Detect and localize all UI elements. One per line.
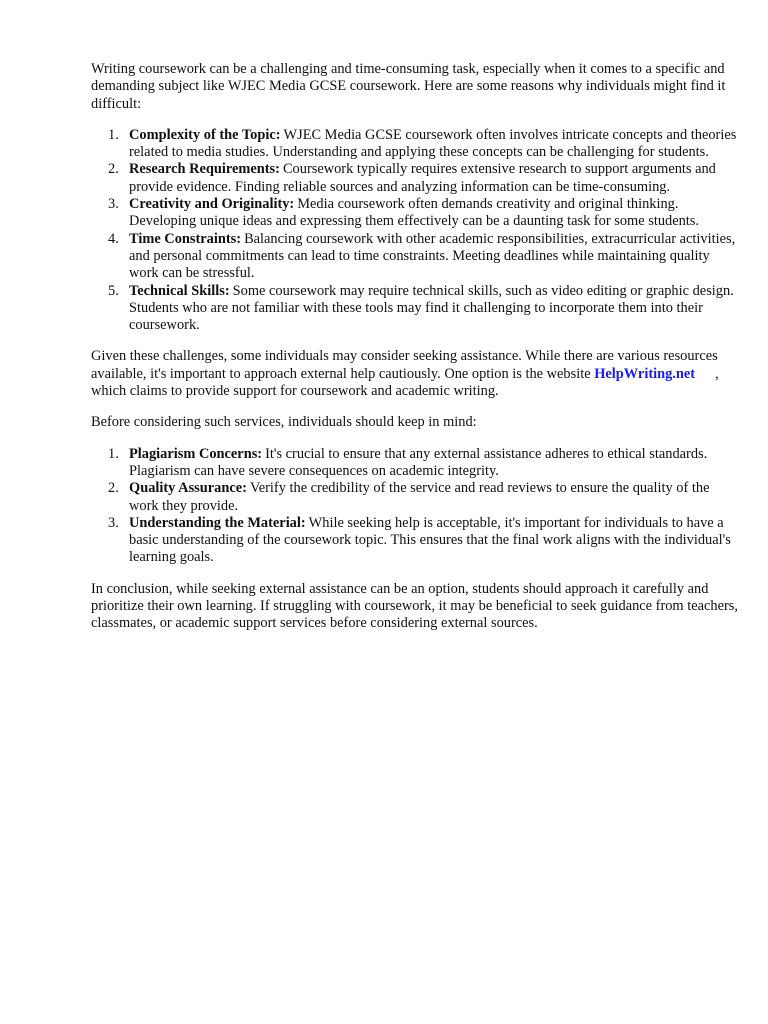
list-term: Creativity and Originality: <box>129 196 295 213</box>
list-item <box>91 161 741 196</box>
list-number: 4. <box>108 230 119 247</box>
list-text: WJEC Media GCSE coursework often involves intricate concepts and theories related to media studies. Understanding and applying these concepts can be challenging for students. <box>129 126 737 161</box>
list-text: Some coursework may require technical skills, such as video editing or graphic design. Students who are not familiar with these tools may find it challenging to incorporate them into their coursework. <box>129 282 734 334</box>
assistance-text: Given these challenges, some individuals may consider seeking assistance. While there are various resources available, it's important to approach external help cautiously. One option is the website <box>91 348 718 382</box>
list-text: It's crucial to ensure that any external assistance adheres to ethical standards. Plagiarism can have severe consequences on academic integrity. <box>129 445 708 479</box>
list-item <box>91 196 741 231</box>
list-text: Verify the credibility of the service and read reviews to ensure the quality of the work they provide. <box>129 480 710 514</box>
list-item <box>91 231 741 283</box>
considering-paragraph: Before considering such services, individuals should keep in mind: <box>91 414 477 431</box>
list-term: Plagiarism Concerns: <box>129 445 263 462</box>
list-term: Time Constraints: <box>129 230 242 247</box>
list-number: 1. <box>108 126 119 143</box>
list-number: 1. <box>108 445 119 462</box>
list-term: Quality Assurance: <box>129 480 247 497</box>
list-text: Balancing coursework with other academic responsibilities, extracurricular activities, and personal commitments can lead to time constraints. Meeting deadlines while maintaining quality work can be stressful. <box>129 230 736 282</box>
list-term: Research Requirements: <box>129 161 280 178</box>
list-item <box>91 127 741 162</box>
list-number: 5. <box>108 282 119 299</box>
list-number: 2. <box>108 480 119 497</box>
list-number: 3. <box>108 514 119 531</box>
list-number: 3. <box>108 196 119 213</box>
list-term: Understanding the Material: <box>129 514 306 531</box>
list-item <box>91 480 741 515</box>
assistance-paragraph <box>91 348 741 400</box>
list-number: 2. <box>108 161 119 178</box>
intro-paragraph: Writing coursework can be a challenging and time-consuming task, especially when it comes to a specific and demanding subject like WJEC Media GCSE coursework. Here are some reasons why individuals might find it difficult: <box>91 61 726 112</box>
list-text: Coursework typically requires extensive research to support arguments and provide evidence. Finding reliable sources and analyzing information can be time-consuming. <box>129 161 716 195</box>
list-text: Media coursework often demands creativity and original thinking. Developing unique ideas and expressing them effectively can be a daunting task for some students. <box>129 196 700 230</box>
assistance-text-end: , which claims to provide support for coursework and academic writing. <box>91 365 719 400</box>
reasons-list <box>91 127 741 335</box>
list-term: Technical Skills: <box>129 282 230 299</box>
document-page <box>91 61 741 647</box>
list-text: While seeking help is acceptable, it's important for individuals to have a basic understanding of the coursework topic. This ensures that the final work aligns with the individual's learning goals. <box>129 514 731 566</box>
list-item <box>91 446 741 481</box>
tips-list <box>91 446 741 567</box>
list-term: Complexity of the Topic: <box>129 126 281 143</box>
list-item <box>91 515 741 567</box>
helpwriting-link[interactable]: HelpWriting.net <box>594 365 696 382</box>
conclusion-paragraph: In conclusion, while seeking external assistance can be an option, students should approach it carefully and prioritize their own learning. If struggling with coursework, it may be beneficial to seek guidance from teachers, classmates, or academic support services before considering external sources. <box>91 580 738 632</box>
list-item <box>91 283 741 335</box>
